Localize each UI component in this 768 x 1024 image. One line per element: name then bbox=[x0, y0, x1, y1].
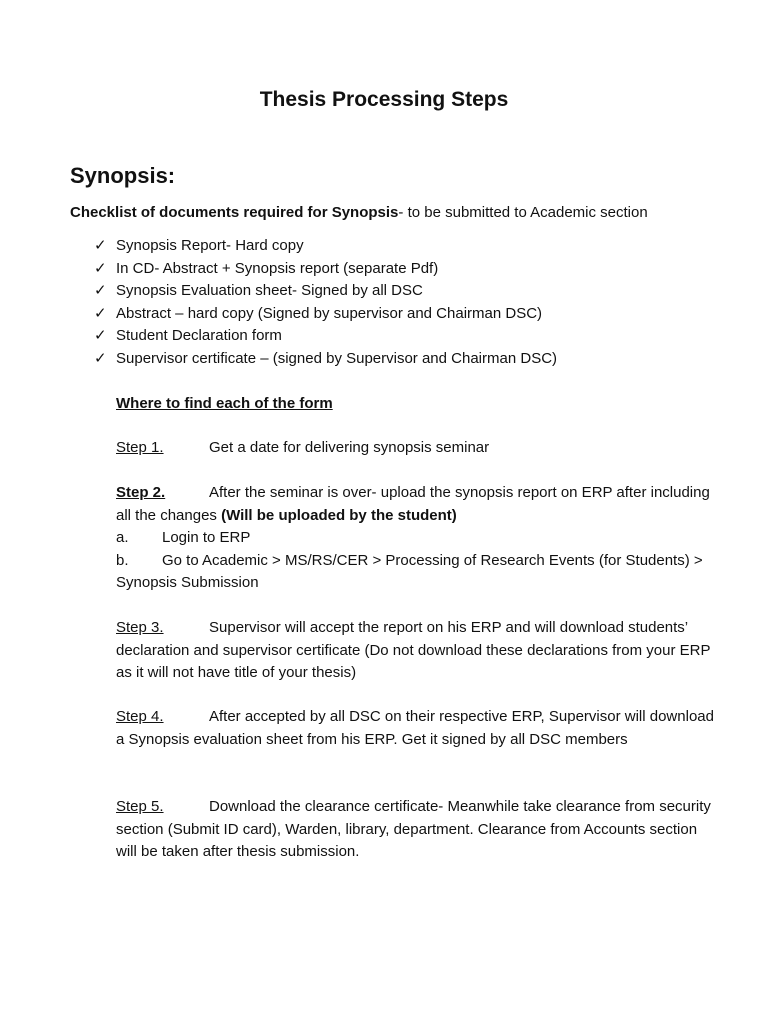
step-5-label: Step 5. bbox=[116, 798, 164, 815]
checkmark-icon: ✓ bbox=[94, 304, 107, 322]
checklist-intro-bold: Checklist of documents required for Synopsis bbox=[70, 204, 399, 221]
checkmark-icon: ✓ bbox=[94, 327, 107, 344]
checkmark-icon: ✓ bbox=[94, 237, 107, 254]
step-2 bbox=[116, 482, 716, 595]
checklist-item-label: In CD- Abstract + Synopsis report (separate Pdf) bbox=[116, 259, 439, 277]
step-5 bbox=[116, 796, 716, 864]
substep-a-letter: a. bbox=[116, 529, 129, 546]
checklist-item-label: Student Declaration form bbox=[116, 327, 282, 344]
step-1-label: Step 1. bbox=[116, 439, 164, 456]
checkmark-icon: ✓ bbox=[94, 349, 107, 367]
list-item bbox=[94, 303, 557, 326]
step-2-label: Step 2. bbox=[116, 484, 166, 501]
step-2-text: After the seminar is over- upload the synopsis report on ERP after including all the changes bbox=[116, 484, 710, 524]
list-item bbox=[94, 235, 557, 258]
step-3 bbox=[116, 617, 716, 685]
document-checklist bbox=[94, 235, 557, 370]
section-heading-synopsis: Synopsis: bbox=[70, 163, 176, 188]
step-4 bbox=[116, 706, 716, 751]
step-2-substep-b bbox=[116, 550, 716, 595]
substep-b-letter: b. bbox=[116, 551, 129, 569]
list-item bbox=[94, 348, 557, 371]
checkmark-icon: ✓ bbox=[94, 282, 107, 299]
list-item bbox=[94, 280, 557, 303]
page-title: Thesis Processing Steps bbox=[259, 88, 509, 111]
checklist-item-label: Synopsis Report- Hard copy bbox=[116, 237, 304, 254]
substep-b-text: Go to Academic > MS/RS/CER > Processing of Research Events (for Students) > Synopsis Submission bbox=[116, 551, 703, 591]
step-1 bbox=[116, 437, 716, 460]
step-3-text: Supervisor will accept the report on his ERP and will download students’ declaration and supervisor certificate (Do not download these declarations from your ERP as it will not have title of your thesis) bbox=[116, 619, 711, 681]
step-4-text: After accepted by all DSC on their respective ERP, Supervisor will download a Synopsis evaluation sheet from his ERP. Get it signed by all DSC members bbox=[116, 708, 714, 748]
step-3-label: Step 3. bbox=[116, 619, 164, 636]
step-4-label: Step 4. bbox=[116, 708, 164, 725]
checklist-intro-rest: - to be submitted to Academic section bbox=[398, 204, 648, 221]
checklist-item-label: Abstract – hard copy (Signed by supervisor and Chairman DSC) bbox=[116, 304, 543, 322]
checklist-item-label: Synopsis Evaluation sheet- Signed by all DSC bbox=[116, 282, 423, 299]
step-2-bold-note: (Will be uploaded by the student) bbox=[221, 506, 457, 524]
step-1-text: Get a date for delivering synopsis seminar bbox=[209, 439, 490, 456]
list-item bbox=[94, 258, 557, 281]
checkmark-icon: ✓ bbox=[94, 259, 107, 277]
where-to-find-heading: Where to find each of the form bbox=[116, 395, 333, 412]
step-5-text: Download the clearance certificate- Meanwhile take clearance from security section (Submit ID card), Warden, library, department. Clearance from Accounts section will be taken after thesis submission. bbox=[116, 798, 711, 860]
substep-a-text: Login to ERP bbox=[162, 529, 251, 546]
checklist-item-label: Supervisor certificate – (signed by Supervisor and Chairman DSC) bbox=[116, 349, 558, 367]
step-2-substep-a bbox=[116, 527, 716, 550]
checklist-intro bbox=[70, 204, 648, 221]
list-item bbox=[94, 325, 557, 348]
